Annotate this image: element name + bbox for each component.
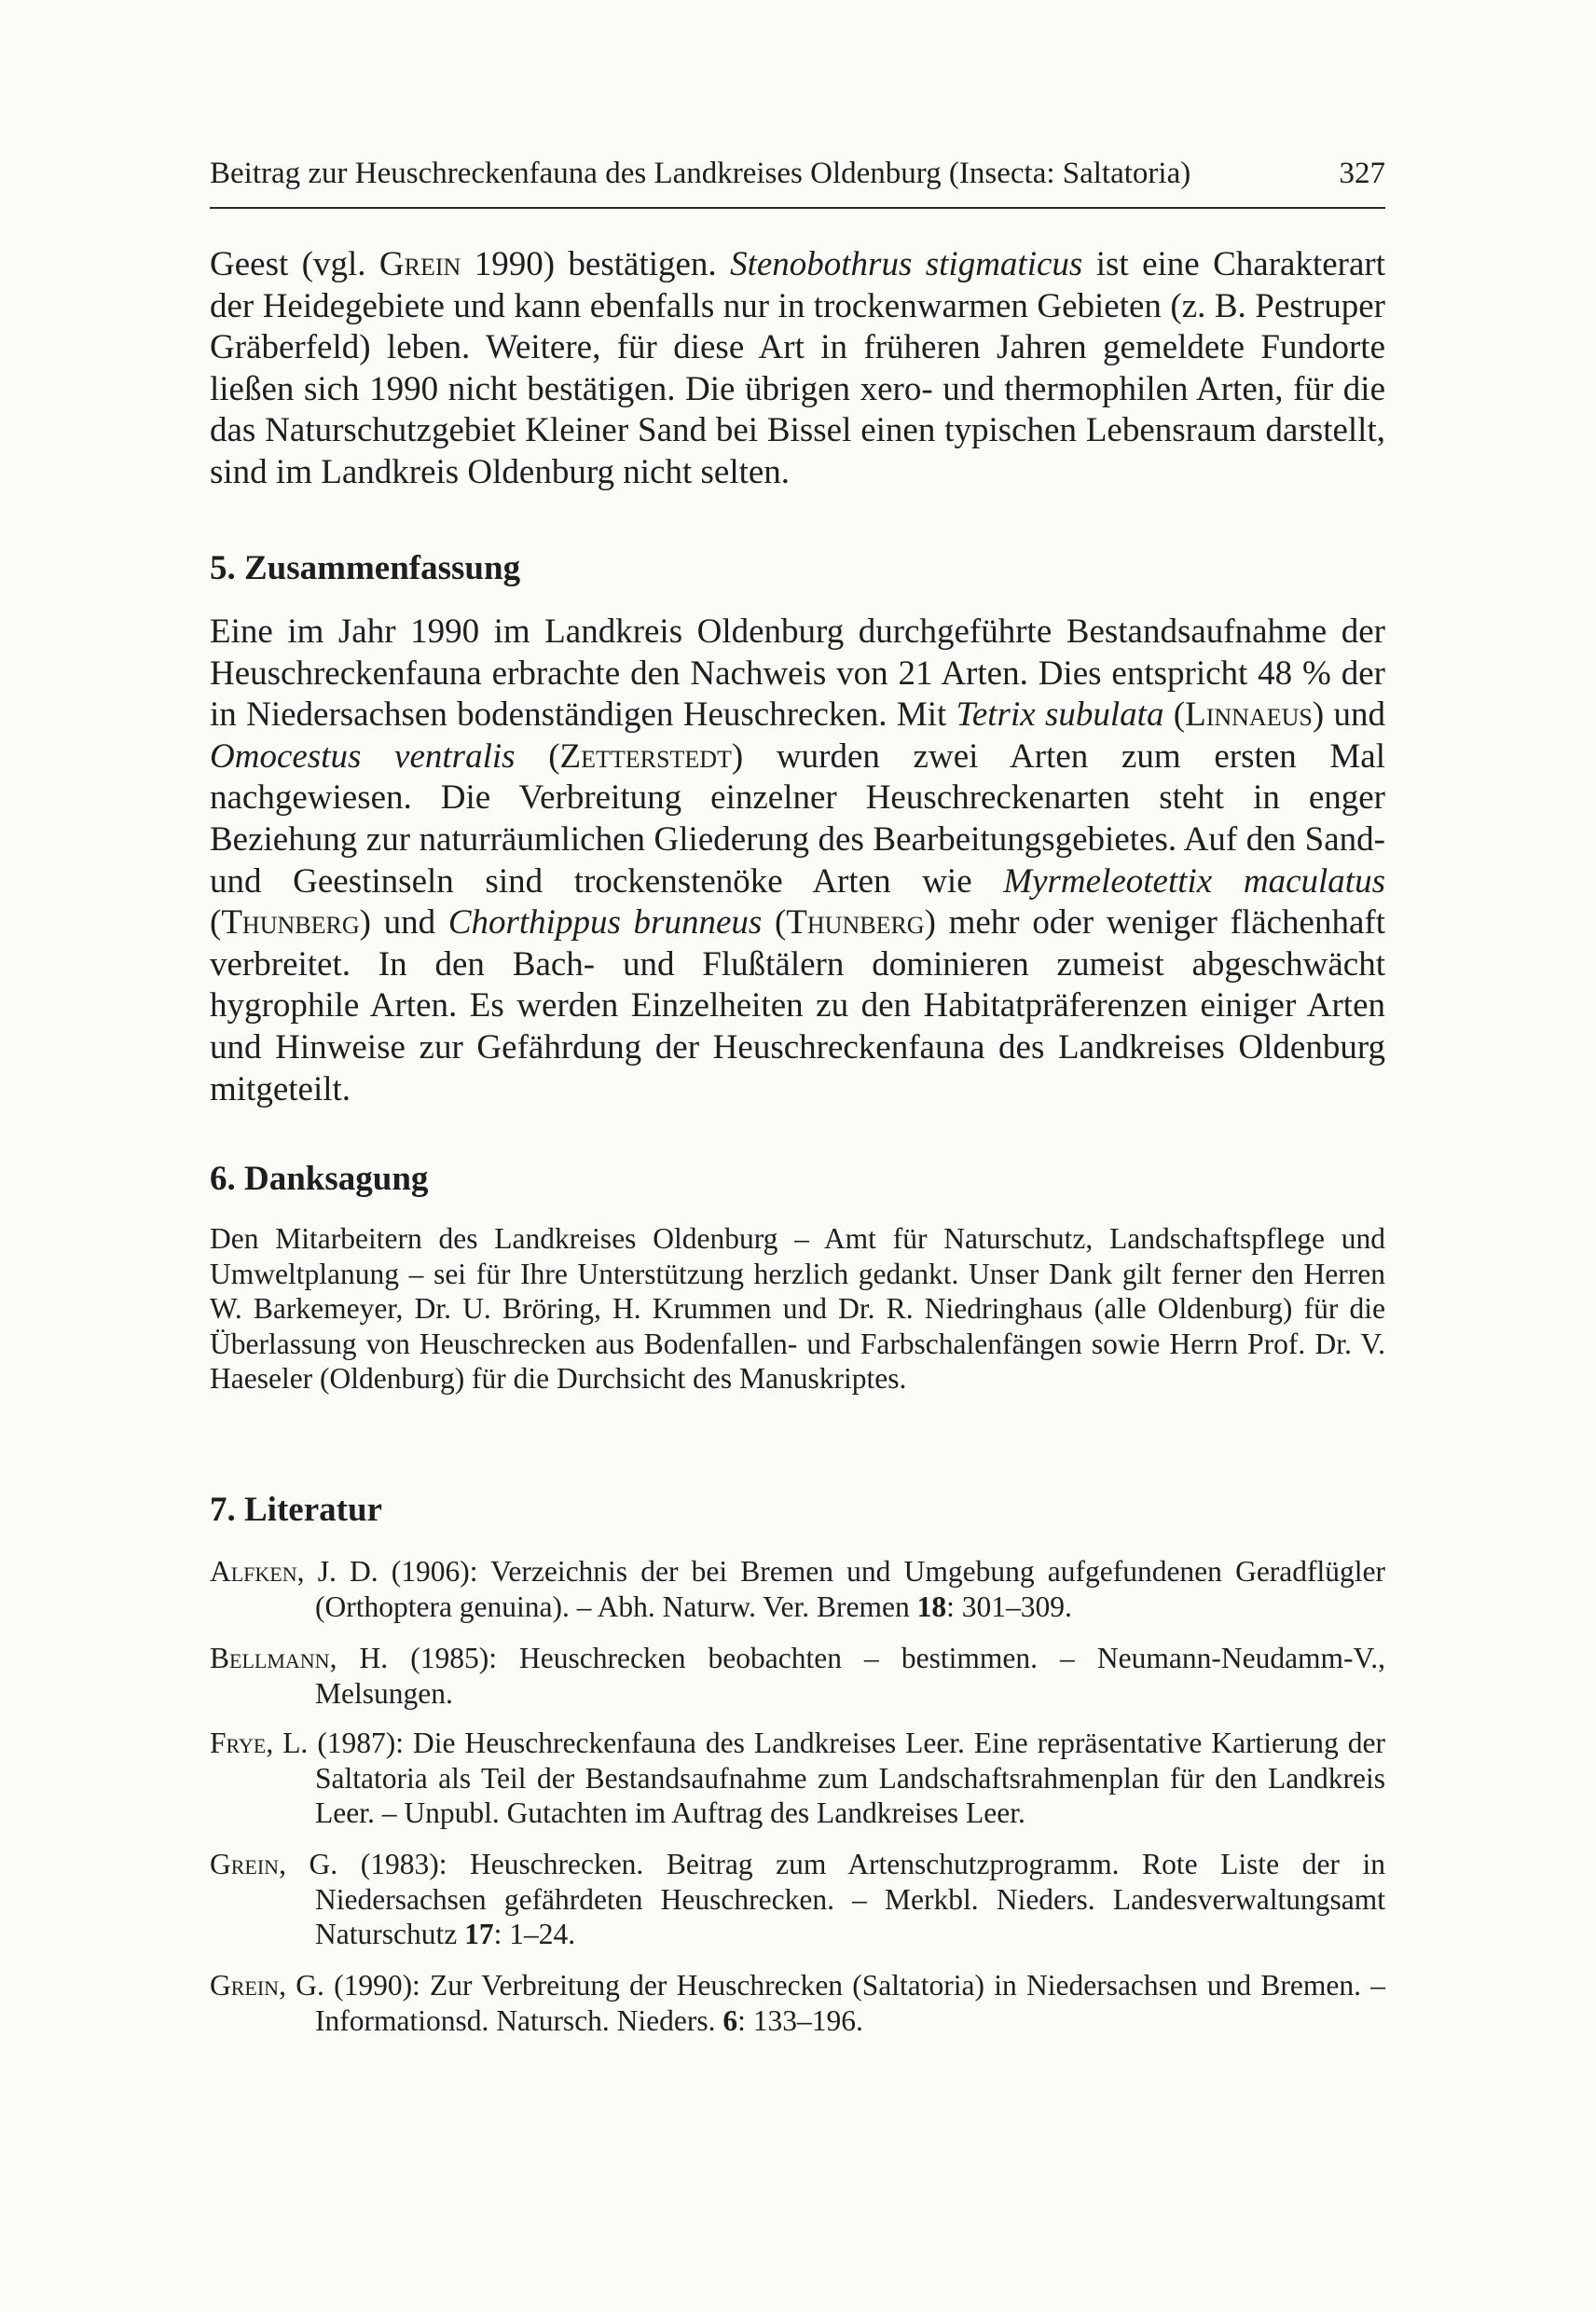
reference-entry: Alfken, J. D. (1906): Verzeichnis der bei Bremen und Umgebung aufgefundenen Geradflügler (Orthoptera genuina). – Abh. Naturw. Ver. Bremen 18: 301–309.	[210, 1555, 1385, 1623]
section-heading-5: 5. Zusammenfassung	[210, 549, 521, 587]
section-heading-6: 6. Danksagung	[210, 1160, 429, 1198]
author-citation: Grein	[378, 245, 461, 283]
reference-volume: 6	[722, 2003, 738, 2037]
section-heading-7: 7. Literatur	[210, 1491, 382, 1529]
reference-author: Bellmann	[210, 1642, 330, 1674]
page-number: 327	[1339, 157, 1385, 190]
species-name: Omocestus ventralis	[210, 736, 516, 776]
reference-entry: Bellmann, H. (1985): Heuschrecken beobachten – bestimmen. – Neumann-Neudamm-V., Melsungen.	[210, 1642, 1385, 1710]
species-name: Chorthippus brunneus	[447, 903, 763, 943]
species-name: Tetrix subulata	[956, 695, 1164, 735]
species-author: Zetterstedt	[559, 736, 732, 776]
reference-author: Frye	[210, 1727, 267, 1759]
reference-author: Grein	[210, 1969, 280, 2002]
species-name: Stenobothrus stigmaticus	[730, 245, 1083, 283]
reference-volume: 18	[916, 1590, 947, 1623]
reference-author: Grein	[210, 1848, 280, 1880]
summary-paragraph: Eine im Jahr 1990 im Landkreis Oldenburg durchgeführte Bestandsaufnahme der Heuschreckenfauna erbrachte den Nachweis von 21 Arten. Dies entspricht 48 % der in Niedersachsen bodenständigen Heuschrecken. Mit Tetrix subulata (Linnaeus) und Omocestus ventralis (Zetterstedt) wurden zwei Arten zum ersten Mal nachgewiesen. Die Verbreitung einzelner Heuschreckenarten steht in enger Beziehung zur naturräumlichen Gliederung des Bearbeitungsgebietes. Auf den Sand- und Geestinseln sind trockenstenöke Arten wie Myrmeleotettix maculatus (Thunberg) und Chorthippus brunneus (Thunberg) mehr oder weniger flächenhaft verbreitet. In den Bach- und Flußtälern dominieren zumeist abgeschwächt hygrophile Arten. Es werden Einzelheiten zu den Habitatpräferenzen einiger Arten und Hinweise zur Gefährdung der Heuschreckenfauna des Landkreises Oldenburg mitgeteilt.	[210, 612, 1385, 1108]
reference-author: Alfken	[210, 1555, 297, 1588]
intro-paragraph: Geest (vgl. Grein 1990) bestätigen. Stenobothrus stigmaticus ist eine Charakterart der Heidegebiete und kann ebenfalls nur in trockenwarmen Gebieten (z. B. Pestruper Gräberfeld) leben. Weitere, für diese Art in früheren Jahren gemeldete Fundorte ließen sich 1990 nicht bestätigen. Die übrigen xero- und thermophilen Arten, für die das Naturschutzgebiet Kleiner Sand bei Bissel einen typischen Lebensraum darstellt, sind im Landkreis Oldenburg nicht selten.	[210, 245, 1386, 491]
species-author: Thunberg	[786, 903, 925, 943]
reference-entry: Frye, L. (1987): Die Heuschreckenfauna des Landkreises Leer. Eine repräsentative Kartierung der Saltatoria als Teil der Bestandsaufnahme zum Landschaftsrahmenplan für den Landkreis Leer. – Unpubl. Gutachten im Auftrag des Landkreises Leer.	[210, 1727, 1385, 1830]
reference-volume: 17	[464, 1918, 494, 1951]
species-name: Myrmeleotettix maculatus	[1003, 861, 1385, 901]
species-author: Thunberg	[221, 903, 360, 943]
species-author: Linnaeus	[1185, 695, 1313, 735]
reference-entry: Grein, G. (1983): Heuschrecken. Beitrag zum Artenschutzprogramm. Rote Liste der in Niedersachsen gefährdeten Heuschrecken. – Merkbl. Nieders. Landesverwaltungsamt Naturschutz 17: 1–24.	[210, 1848, 1385, 1951]
header-rule	[210, 207, 1385, 209]
acknowledgements-paragraph: Den Mitarbeitern des Landkreises Oldenburg – Amt für Naturschutz, Landschaftspflege und Umweltplanung – sei für Ihre Unterstützung herzlich gedankt. Unser Dank gilt ferner den Herren W. Barkemeyer, Dr. U. Bröring, H. Krummen und Dr. R. Niedringhaus (alle Oldenburg) für die Überlassung von Heuschrecken aus Bodenfallen- und Farbschalenfängen sowie Herrn Prof. Dr. V. Haeseler (Oldenburg) für die Durchsicht des Manuskriptes.	[210, 1222, 1385, 1396]
running-title: Beitrag zur Heuschreckenfauna des Landkreises Oldenburg (Insecta: Saltatoria)	[210, 157, 1191, 190]
running-header	[210, 155, 1385, 192]
reference-entry: Grein, G. (1990): Zur Verbreitung der Heuschrecken (Saltatoria) in Niedersachsen und Bremen. – Informationsd. Natursch. Nieders. 6: 133–196.	[210, 1969, 1385, 2037]
